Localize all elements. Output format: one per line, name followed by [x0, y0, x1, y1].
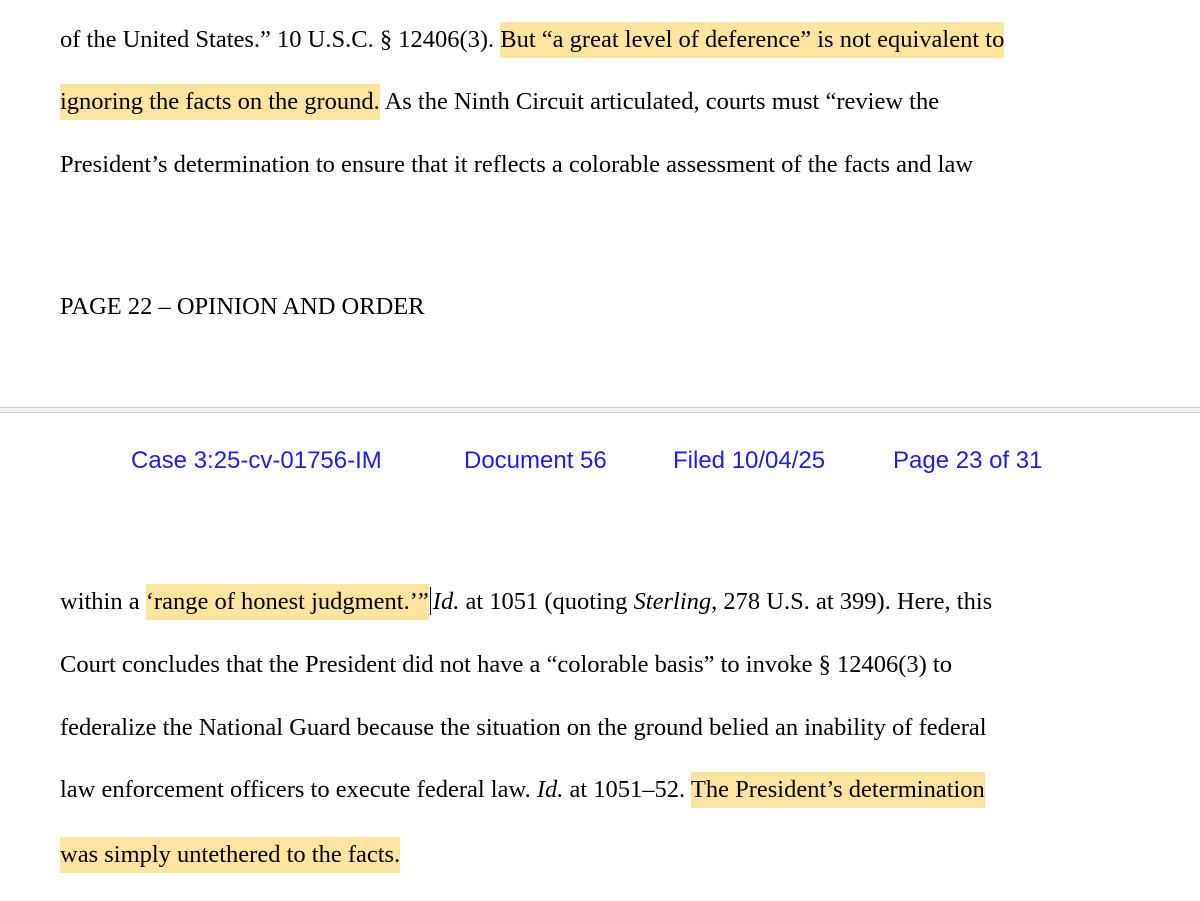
text-line — [60, 840, 400, 870]
text-highlight[interactable]: ignoring the facts on the ground. — [60, 84, 380, 120]
text-highlight[interactable]: ‘range of honest judgment.’” — [146, 584, 429, 620]
text-cursor — [430, 587, 431, 615]
text-line: ignoring the facts on the ground. As the Ninth Circuit articulated, courts must “review the — [60, 87, 939, 117]
text-line: federalize the National Guard because the situation on the ground belied an inability of federal — [60, 714, 987, 741]
text-line: of the United States.” 10 U.S.C. § 12406(3). But “a great level of deference” is not equivalent to — [60, 25, 1004, 55]
text-line: within a ‘range of honest judgment.’” Id. at 1051 (quoting Sterling, 278 U.S. at 399). Here, this — [60, 587, 992, 617]
text-highlight[interactable]: The President’s determination — [691, 772, 985, 808]
filed-date: Filed 10/04/25 — [673, 447, 826, 474]
page-number: Page 23 of 31 — [893, 447, 1043, 474]
text-line: President’s determination to ensure that it reflects a colorable assessment of the facts and law — [60, 151, 974, 178]
document-number: Document 56 — [464, 447, 607, 474]
text-line: Court concludes that the President did not have a “colorable basis” to invoke § 12406(3) to — [60, 651, 952, 678]
text-highlight[interactable]: But “a great level of deference” is not equivalent to — [500, 22, 1004, 58]
page-23 — [0, 413, 1200, 901]
case-number: Case 3:25-cv-01756-IM — [131, 447, 382, 474]
text-highlight[interactable]: was simply untethered to the facts. — [60, 837, 400, 873]
page-22 — [0, 0, 1200, 407]
page-footer: PAGE 22 – OPINION AND ORDER — [60, 293, 425, 320]
text-line: law enforcement officers to execute federal law. Id. at 1051–52. The President’s determination — [60, 775, 985, 805]
